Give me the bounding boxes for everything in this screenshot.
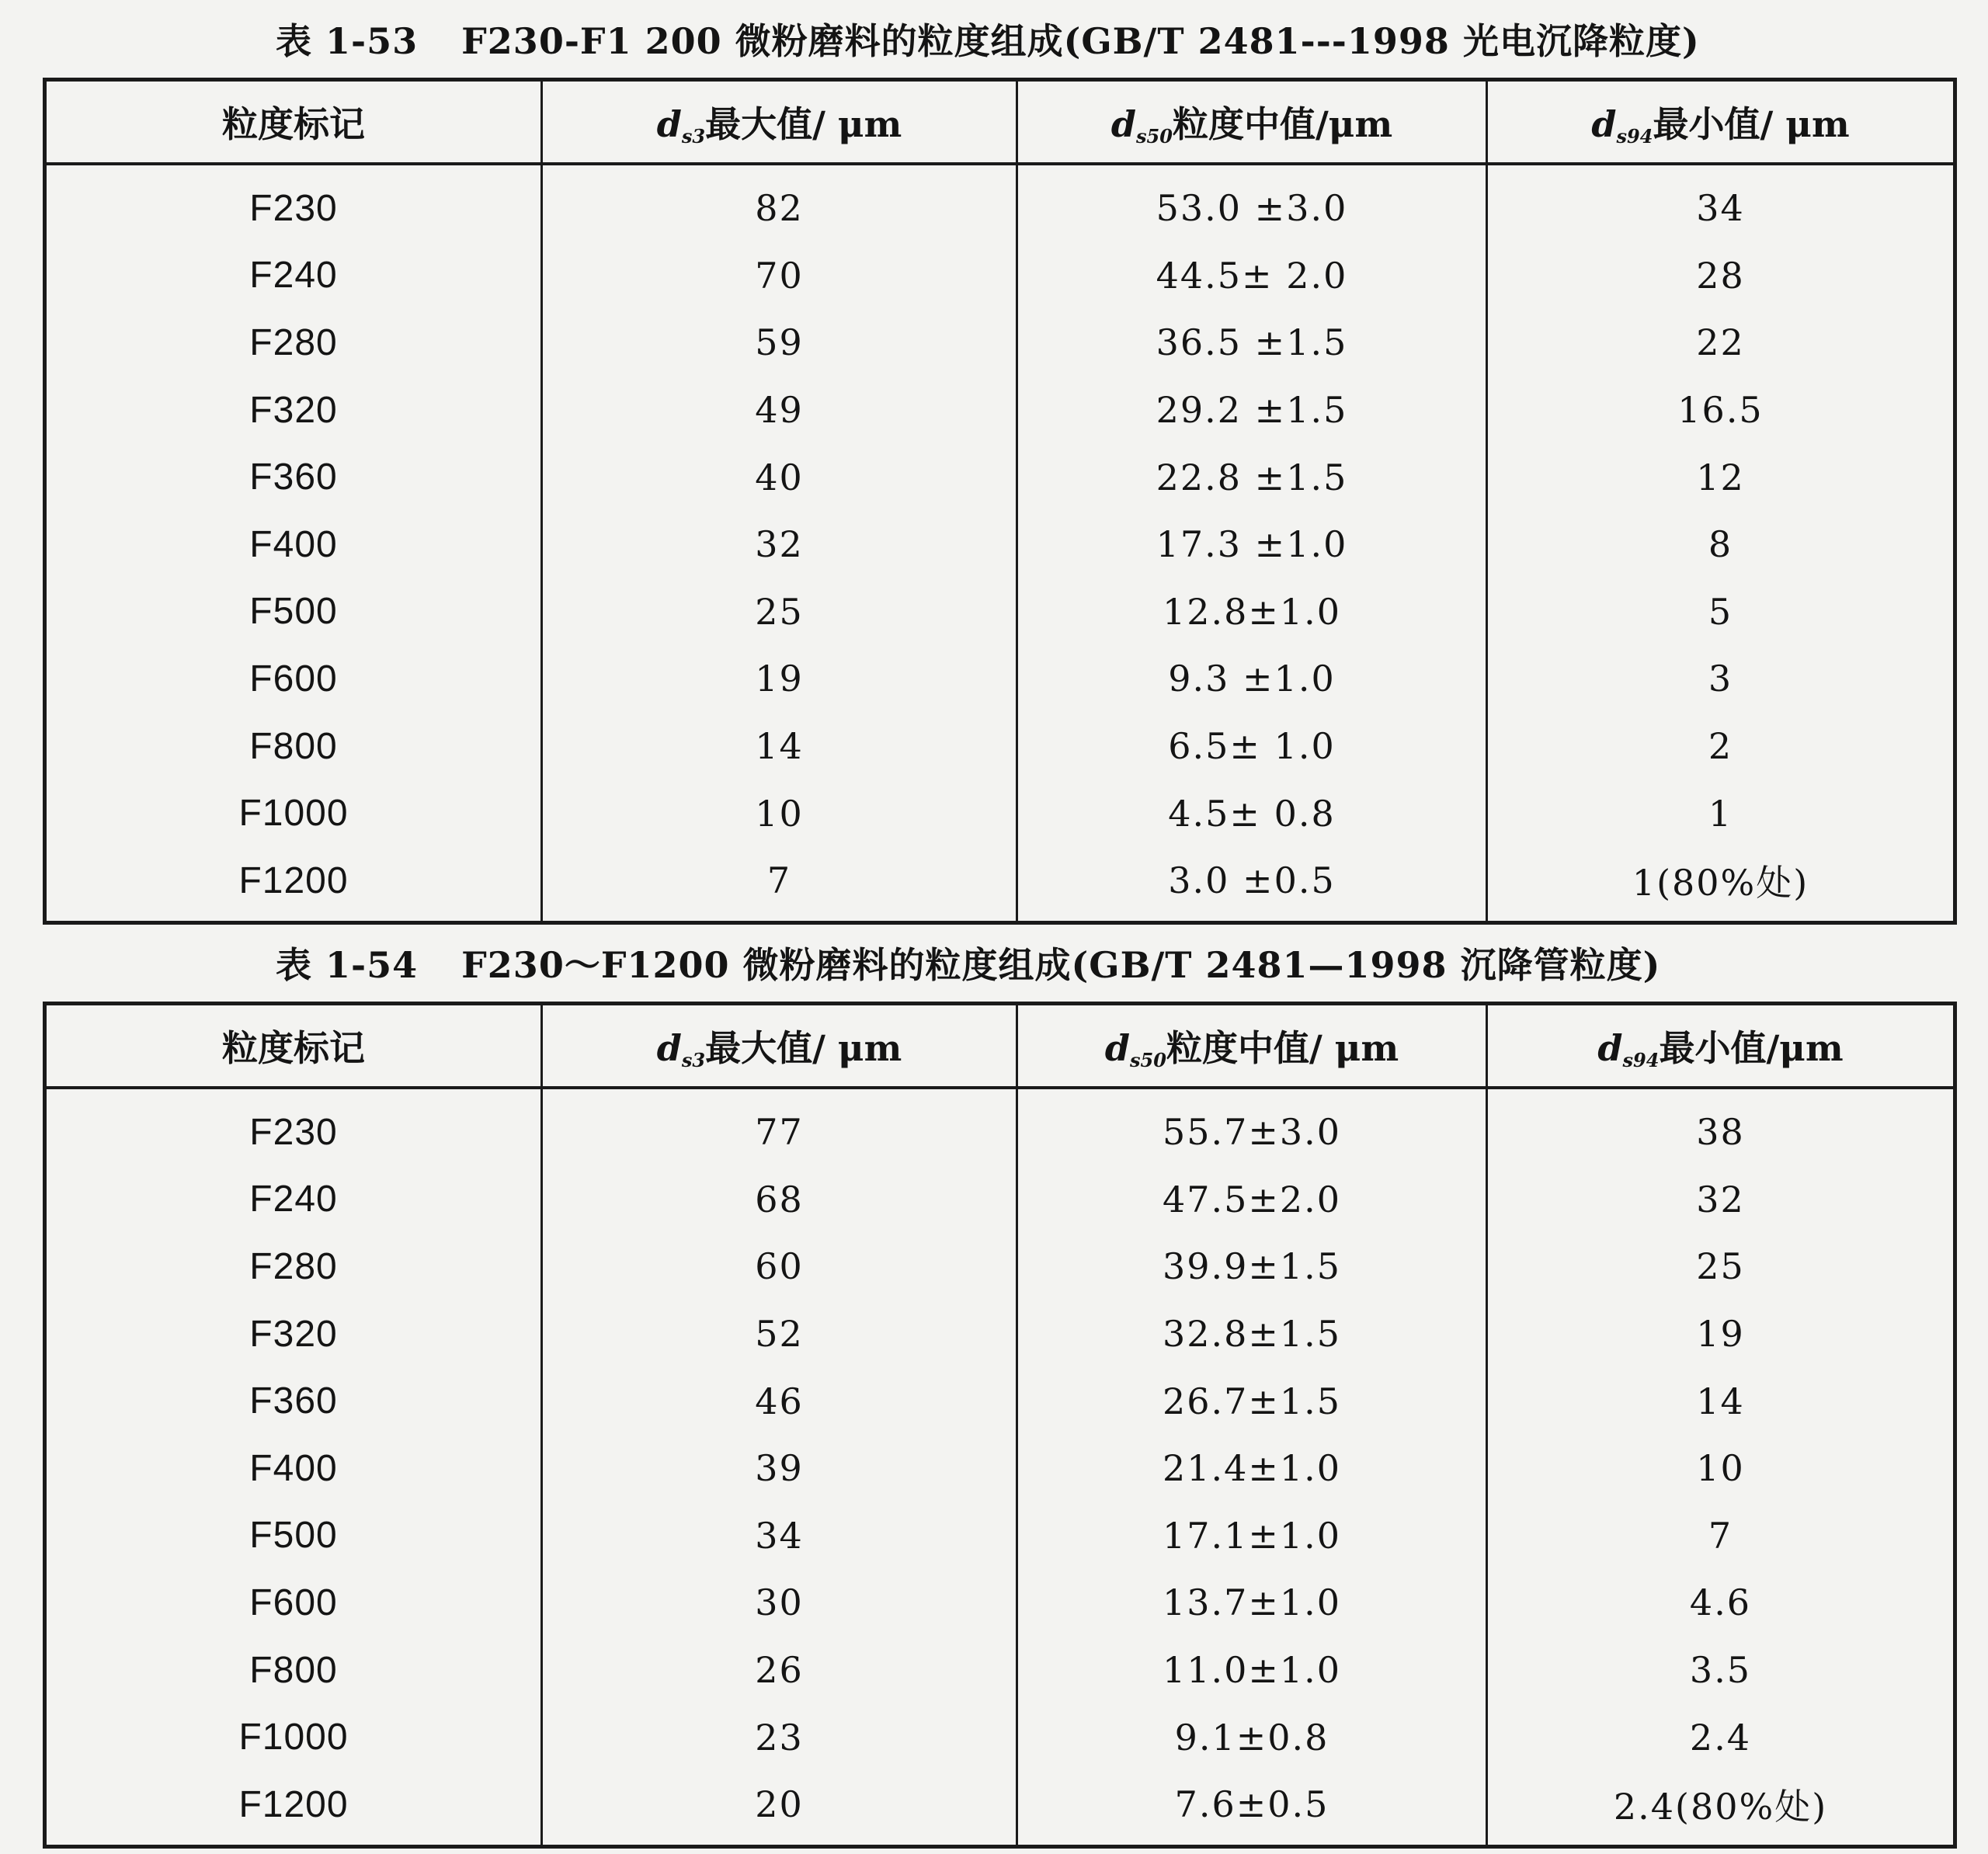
grain-mark-cell: F320	[45, 1300, 542, 1368]
table-row	[45, 242, 1955, 310]
max-value-cell: 49	[542, 377, 1017, 444]
median-value-cell: 39.9±1.5	[1017, 1233, 1487, 1300]
grain-mark-cell: F1200	[45, 847, 542, 922]
min-value-cell: 8	[1708, 523, 1733, 566]
max-value-cell: 10	[542, 779, 1017, 847]
max-value-cell: 68	[542, 1166, 1017, 1234]
table-row	[45, 511, 1955, 578]
table-row	[45, 1166, 1955, 1234]
median-value-cell: 36.5 ±1.5	[1017, 309, 1487, 377]
table-row	[45, 779, 1955, 847]
max-value-cell: 60	[542, 1233, 1017, 1300]
max-value-cell: 77	[542, 1088, 1017, 1166]
median-value-cell: 21.4±1.0	[1017, 1435, 1487, 1502]
table-row	[45, 1300, 1955, 1368]
header-ds3-max: $d_{s3}$最大值/ μm	[542, 1004, 1017, 1088]
min-value-cell: 5	[1708, 590, 1733, 633]
table-row	[45, 164, 1955, 242]
table-title: F230-F1 200 微粉磨料的粒度组成(GB/T 2481---1998 光电沉降粒度)	[461, 20, 1700, 62]
min-value-cell: 2.4(80%处)	[1613, 1786, 1828, 1828]
table-row	[45, 377, 1955, 444]
max-value-cell: 19	[542, 645, 1017, 713]
min-value-cell: 32	[1696, 1178, 1745, 1220]
grain-mark-cell: F1000	[45, 779, 542, 847]
max-value-cell: 20	[542, 1771, 1017, 1846]
table-row	[45, 309, 1955, 377]
median-value-cell: 12.8±1.0	[1017, 578, 1487, 646]
grain-mark-cell: F1200	[45, 1771, 542, 1846]
grain-mark-cell: F360	[45, 443, 542, 511]
min-value-cell: 19	[1696, 1313, 1745, 1356]
table-row	[45, 1703, 1955, 1771]
grain-size-table	[43, 78, 1957, 925]
grain-mark-cell: F230	[45, 1088, 542, 1166]
median-value-cell: 22.8 ±1.5	[1017, 443, 1487, 511]
min-value-cell: 3	[1708, 658, 1733, 700]
max-value-cell: 70	[542, 242, 1017, 310]
header-ds50-median: $d_{s50}$粒度中值/ μm	[1017, 1004, 1487, 1088]
median-value-cell: 29.2 ±1.5	[1017, 377, 1487, 444]
header-row	[45, 1004, 1955, 1088]
max-value-cell: 39	[542, 1435, 1017, 1502]
table-caption	[43, 924, 1953, 1002]
table-row	[45, 1233, 1955, 1300]
grain-mark-cell: F400	[45, 511, 542, 578]
grain-mark-cell: F320	[45, 377, 542, 444]
median-value-cell: 32.8±1.5	[1017, 1300, 1487, 1368]
min-value-cell: 38	[1696, 1111, 1745, 1154]
table-row	[45, 578, 1955, 646]
header-grain-mark: 粒度标记	[45, 1004, 542, 1088]
table-row	[45, 645, 1955, 713]
min-value-cell: 3.5	[1689, 1649, 1752, 1692]
header-ds94-min: $d_{s94}$最小值/ μm	[1487, 80, 1955, 165]
median-value-cell: 44.5± 2.0	[1017, 242, 1487, 310]
grain-mark-cell: F1000	[45, 1703, 542, 1771]
median-value-cell: 55.7±3.0	[1017, 1088, 1487, 1166]
max-value-cell: 23	[542, 1703, 1017, 1771]
table-row	[45, 847, 1955, 922]
table-caption	[43, 0, 1953, 78]
median-value-cell: 7.6±0.5	[1017, 1771, 1487, 1846]
header-ds94-min: $d_{s94}$最小值/μm	[1487, 1004, 1955, 1088]
median-value-cell: 4.5± 0.8	[1017, 779, 1487, 847]
median-value-cell: 3.0 ±0.5	[1017, 847, 1487, 922]
max-value-cell: 40	[542, 443, 1017, 511]
max-value-cell: 82	[542, 164, 1017, 242]
grain-mark-cell: F600	[45, 1569, 542, 1637]
grain-mark-cell: F600	[45, 645, 542, 713]
table-row	[45, 443, 1955, 511]
min-value-cell: 28	[1696, 254, 1745, 297]
median-value-cell: 9.3 ±1.0	[1017, 645, 1487, 713]
min-value-cell: 1	[1708, 792, 1733, 835]
header-ds50-median: $d_{s50}$粒度中值/μm	[1017, 80, 1487, 165]
min-value-cell: 10	[1696, 1447, 1745, 1490]
min-value-cell: 4.6	[1689, 1581, 1752, 1624]
max-value-cell: 52	[542, 1300, 1017, 1368]
grain-mark-cell: F800	[45, 713, 542, 780]
min-value-cell: 16.5	[1677, 389, 1764, 432]
min-value-cell: 22	[1696, 321, 1745, 364]
grain-mark-cell: F230	[45, 164, 542, 242]
max-value-cell: 30	[542, 1569, 1017, 1637]
max-value-cell: 34	[542, 1502, 1017, 1570]
table-title: F230～F1200 微粉磨料的粒度组成(GB/T 2481—1998 沉降管粒度)	[461, 944, 1661, 986]
grain-mark-cell: F240	[45, 1166, 542, 1234]
header-grain-mark: 粒度标记	[45, 80, 542, 165]
max-value-cell: 32	[542, 511, 1017, 578]
min-value-cell: 7	[1708, 1514, 1733, 1557]
grain-mark-cell: F360	[45, 1367, 542, 1435]
grain-mark-cell: F280	[45, 1233, 542, 1300]
table-number: 表 1-53	[276, 20, 419, 62]
grain-mark-cell: F500	[45, 578, 542, 646]
median-value-cell: 26.7±1.5	[1017, 1367, 1487, 1435]
max-value-cell: 14	[542, 713, 1017, 780]
min-value-cell: 12	[1696, 456, 1745, 498]
table-row	[45, 1771, 1955, 1846]
header-row	[45, 80, 1955, 165]
max-value-cell: 46	[542, 1367, 1017, 1435]
table-number: 表 1-54	[276, 944, 419, 986]
median-value-cell: 13.7±1.0	[1017, 1569, 1487, 1637]
median-value-cell: 17.3 ±1.0	[1017, 511, 1487, 578]
table-row	[45, 1502, 1955, 1570]
min-value-cell: 2	[1708, 725, 1733, 768]
grain-mark-cell: F500	[45, 1502, 542, 1570]
grain-mark-cell: F800	[45, 1637, 542, 1704]
header-ds3-max: $d_{s3}$最大值/ μm	[542, 80, 1017, 165]
median-value-cell: 6.5± 1.0	[1017, 713, 1487, 780]
min-value-cell: 25	[1696, 1245, 1745, 1288]
grain-mark-cell: F240	[45, 242, 542, 310]
grain-size-table	[43, 1002, 1957, 1849]
table-row	[45, 1637, 1955, 1704]
grain-mark-cell: F280	[45, 309, 542, 377]
table-row	[45, 1088, 1955, 1166]
min-value-cell: 1(80%处)	[1632, 862, 1809, 904]
table-row	[45, 713, 1955, 780]
grain-mark-cell: F400	[45, 1435, 542, 1502]
median-value-cell: 53.0 ±3.0	[1017, 164, 1487, 242]
table-row	[45, 1569, 1955, 1637]
median-value-cell: 47.5±2.0	[1017, 1166, 1487, 1234]
min-value-cell: 34	[1696, 187, 1745, 230]
table-row	[45, 1367, 1955, 1435]
table-1-54-block	[43, 924, 1953, 1849]
median-value-cell: 9.1±0.8	[1017, 1703, 1487, 1771]
min-value-cell: 14	[1696, 1380, 1745, 1422]
table-row	[45, 1435, 1955, 1502]
table-1-53-block	[43, 0, 1953, 925]
median-value-cell: 11.0±1.0	[1017, 1637, 1487, 1704]
max-value-cell: 59	[542, 309, 1017, 377]
max-value-cell: 7	[542, 847, 1017, 922]
min-value-cell: 2.4	[1689, 1716, 1752, 1759]
max-value-cell: 25	[542, 578, 1017, 646]
max-value-cell: 26	[542, 1637, 1017, 1704]
median-value-cell: 17.1±1.0	[1017, 1502, 1487, 1570]
